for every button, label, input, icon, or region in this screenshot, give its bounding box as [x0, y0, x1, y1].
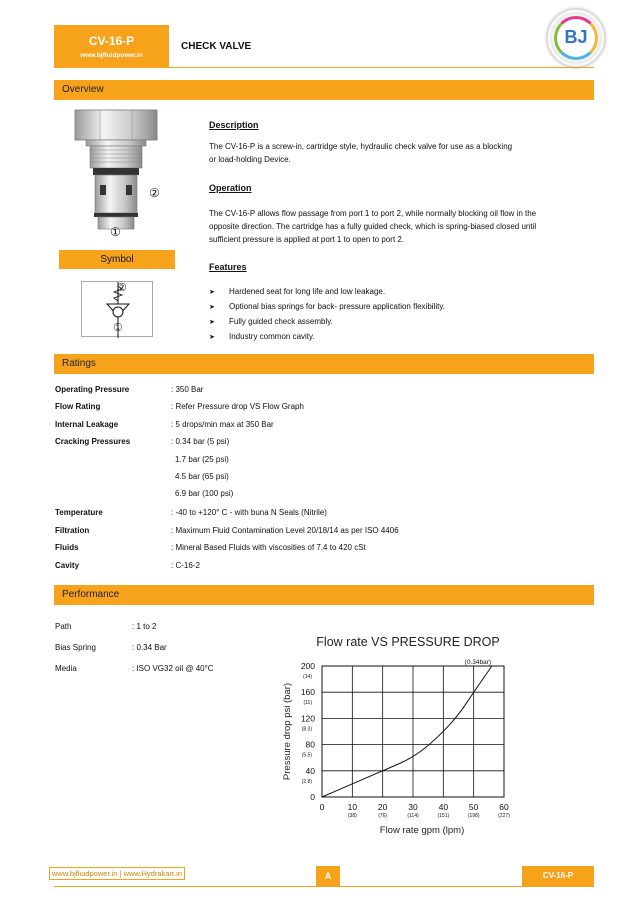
- x-subtick-label: (114): [407, 813, 419, 819]
- feature-item: [209, 330, 445, 345]
- bullet-arrow-icon: ➤: [209, 319, 215, 326]
- rating-value: : 5 drops/min max at 350 Bar: [171, 420, 274, 429]
- performance-value: : ISO VG32 oil @ 40°C: [132, 664, 214, 673]
- bullet-arrow-icon: ➤: [209, 289, 215, 296]
- rating-label: Operating Pressure: [55, 385, 130, 394]
- rating-label: Cavity: [55, 561, 80, 570]
- rating-label: Fluids: [55, 543, 79, 552]
- rating-value: : -40 to +120° C - with buna N Seals (Nitrile): [171, 508, 327, 517]
- footer-links[interactable]: www.bjfluidpower.in | www.Hydrakart.in: [49, 867, 185, 880]
- footer-divider: [54, 886, 594, 887]
- x-subtick-label: (227): [498, 813, 510, 819]
- x-tick-label: 50: [468, 802, 479, 812]
- rating-value: 6.9 bar (100 psi): [175, 489, 234, 498]
- chart-series: [322, 659, 492, 797]
- operation-line: sufficient pressure is applied at port 1 to open to port 2.: [209, 235, 405, 244]
- rating-value: : 350 Bar: [171, 385, 204, 394]
- x-subtick-label: (76): [378, 813, 388, 819]
- x-tick-label: 40: [438, 802, 449, 812]
- bullet-arrow-icon: ➤: [209, 334, 215, 341]
- operation-text: [209, 207, 536, 246]
- y-subtick-label: (14): [303, 674, 312, 680]
- rating-value: 1.7 bar (25 psi): [175, 455, 229, 464]
- rating-value: : Refer Pressure drop VS Flow Graph: [171, 402, 304, 411]
- cartridge-illustration: [70, 108, 170, 238]
- ratings-band: Ratings: [54, 354, 594, 374]
- feature-item: [209, 285, 445, 300]
- y-tick-label: 0: [310, 792, 315, 802]
- description-line: or load-holding Device.: [209, 155, 291, 164]
- rating-value: : 0.34 bar (5 psi): [171, 437, 230, 446]
- description-text: [209, 140, 512, 166]
- feature-text: Optional bias springs for back- pressure application flexibility.: [229, 302, 445, 311]
- performance-label: Path: [55, 622, 72, 631]
- operation-line: The CV-16-P allows flow passage from port 1 to port 2, while normally blocking oil flow in the: [209, 209, 537, 218]
- port-1-label: ①: [110, 225, 121, 239]
- chart-title: Flow rate VS PRESSURE DROP: [316, 635, 500, 649]
- series-line: [322, 666, 492, 797]
- x-tick-label: 60: [499, 802, 509, 812]
- y-subtick-label: (8.3): [301, 726, 312, 733]
- feature-text: Industry common cavity.: [229, 332, 315, 341]
- port-2-label: ②: [149, 186, 160, 200]
- x-tick-label: 20: [377, 802, 388, 812]
- symbol-band: Symbol: [59, 250, 175, 269]
- chart-y-axis-label: Pressure drop psi (bar): [282, 682, 293, 781]
- x-tick-label: 30: [408, 802, 418, 812]
- performance-band: Performance: [54, 585, 594, 605]
- y-subtick-label: (5.5): [301, 752, 312, 759]
- rating-label: Filtration: [55, 526, 90, 535]
- rating-label: Internal Leakage: [55, 420, 119, 429]
- header-divider: [54, 67, 594, 68]
- page-title: CHECK VALVE: [181, 41, 252, 52]
- x-subtick-label: (198): [467, 813, 480, 819]
- rating-label: Flow Rating: [55, 402, 101, 411]
- overview-band: Overview: [54, 80, 594, 100]
- performance-value: : 0.34 Bar: [132, 643, 167, 652]
- rating-value: : Maximum Fluid Contamination Level 20/18/14 as per ISO 4406: [171, 526, 399, 535]
- rating-value: : Mineral Based Fluids with viscosities of 7.4 to 420 cSt: [171, 543, 366, 552]
- x-subtick-label: (38): [347, 813, 357, 819]
- feature-item: [209, 300, 445, 315]
- symbol-port-1: ①: [113, 322, 123, 334]
- header-code-box: [54, 25, 169, 67]
- flow-pressure-chart: [272, 628, 552, 840]
- y-tick-label: 200: [300, 661, 315, 671]
- features-heading: Features: [209, 262, 247, 272]
- y-tick-label: 80: [305, 739, 315, 750]
- description-line: The CV-16-P is a screw-in, cartridge style, hydraulic check valve for use as a blocking: [209, 142, 513, 151]
- header-code: CV-16-P: [88, 34, 135, 48]
- operation-line: opposite direction. The cartridge has a fully guided check, which is spring-biased closed until: [209, 222, 537, 231]
- performance-label: Media: [55, 664, 77, 673]
- header-url[interactable]: www.bjfluidpower.in: [80, 52, 143, 59]
- y-subtick-label: (2.8): [301, 778, 312, 785]
- x-tick-label: 0: [319, 802, 325, 812]
- description-heading: Description: [209, 120, 259, 130]
- chart-x-axis-label: Flow rate gpm (lpm): [379, 825, 465, 836]
- performance-label: Bias Spring: [55, 643, 96, 652]
- bullet-arrow-icon: ➤: [209, 304, 215, 311]
- rating-value: 4.5 bar (65 psi): [175, 472, 229, 481]
- symbol-port-2: ②: [117, 282, 127, 294]
- rating-label: Temperature: [55, 508, 103, 517]
- operation-heading: Operation: [209, 183, 252, 193]
- page-indicator: A: [316, 866, 340, 886]
- bj-logo: [547, 9, 605, 67]
- logo-text: BJ: [564, 27, 588, 47]
- footer-code: CV-16-P: [522, 866, 594, 886]
- rating-label: Cracking Pressures: [55, 437, 131, 446]
- y-tick-label: 160: [300, 687, 315, 698]
- features-list: [209, 285, 445, 345]
- feature-item: [209, 315, 445, 330]
- y-tick-label: 40: [305, 765, 315, 776]
- x-subtick-label: (151): [437, 813, 450, 819]
- feature-text: Hardened seat for long life and low leakage.: [229, 287, 386, 296]
- feature-text: Fully guided check assembly.: [229, 317, 333, 326]
- rating-value: : C-16-2: [171, 561, 200, 570]
- x-tick-label: 10: [347, 802, 358, 812]
- y-subtick-label: (11): [303, 700, 312, 707]
- chart-grid: [322, 666, 504, 797]
- y-tick-label: 120: [300, 713, 315, 724]
- performance-value: : 1 to 2: [132, 622, 157, 631]
- series-label: (0.34bar): [464, 659, 492, 666]
